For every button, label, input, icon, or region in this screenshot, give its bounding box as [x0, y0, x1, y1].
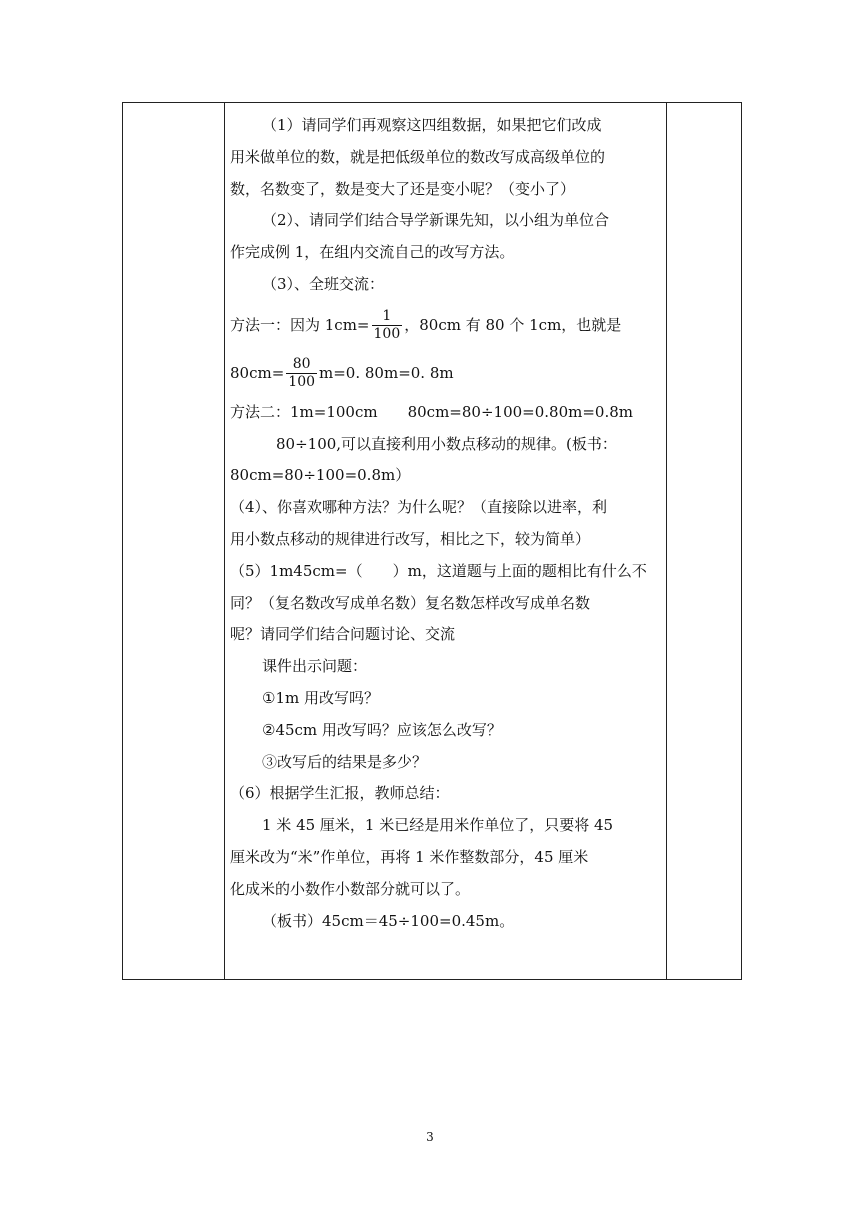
text-line: 方法二：1m=100cm 80cm=80÷100=0.80m=0.8m	[230, 402, 633, 421]
method-one-suffix: ，80cm 有 80 个 1cm，也就是	[404, 315, 622, 334]
column-divider-left	[224, 103, 225, 979]
lesson-content	[230, 110, 662, 937]
text-line: 1 米 45 厘米，1 米已经是用米作单位了，只要将 45	[262, 816, 614, 835]
text-line: （6）根据学生汇报，教师总结：	[230, 784, 450, 803]
method-one-line2-suffix: m=0. 80m=0. 8m	[319, 363, 454, 382]
method-one-line-2	[230, 349, 662, 397]
text-line: 80cm=80÷100=0.8m）	[230, 466, 411, 485]
text-line: （4）、你喜欢哪种方法？为什么呢？（直接除以进率，利	[230, 498, 608, 517]
text-line: （板书）45cm＝45÷100=0.45m。	[262, 911, 515, 930]
fraction-eighty-hundredths	[286, 357, 317, 390]
text-line: 厘米改为“米”作单位，再将 1 米作整数部分，45 厘米	[230, 847, 589, 866]
text-line: （1）请同学们再观察这四组数据，如果把它们改成	[262, 116, 602, 134]
column-divider-right	[666, 103, 667, 979]
method-one-prefix: 方法一：因为 1cm=	[230, 315, 370, 334]
text-line: 作完成例 1，在组内交流自己的改写方法。	[230, 243, 515, 262]
text-line: ②45cm 用改写吗？应该怎么改写？	[262, 720, 502, 739]
text-line: （5）1m45cm=（ ）m，这道题与上面的题相比有什么不	[230, 561, 647, 580]
method-one-line	[230, 301, 662, 349]
text-line: 80÷100,可以直接利用小数点移动的规律。(板书：	[276, 434, 617, 453]
method-one-line2-prefix: 80cm=	[230, 363, 285, 382]
text-line: 用小数点移动的规律进行改写，相比之下，较为简单）	[230, 529, 591, 548]
text-line: 同？（复名数改写成单名数）复名数怎样改写成单名数	[230, 593, 591, 612]
fraction-numerator: 1	[372, 309, 403, 326]
page-number: 3	[426, 1130, 434, 1144]
fraction-denominator: 100	[288, 374, 316, 391]
text-line: 数，名数变了，数是变大了还是变小呢？（变小了）	[230, 179, 576, 198]
text-line: ③改写后的结果是多少？	[262, 752, 428, 771]
fraction-numerator: 80	[286, 357, 317, 374]
text-line: 用米做单位的数，就是把低级单位的数改写成高级单位的	[230, 147, 606, 166]
fraction-one-hundredth	[372, 309, 403, 342]
text-line: 化成米的小数作小数部分就可以了。	[230, 879, 471, 898]
text-line: 呢？请同学们结合问题讨论、交流	[230, 625, 456, 644]
text-line: （2）、请同学们结合导学新课先知，以小组为单位合	[262, 211, 610, 230]
text-line: 课件出示问题：	[262, 657, 368, 676]
text-line: （3）、全班交流：	[262, 274, 385, 293]
text-line: ①1m 用改写吗？	[262, 688, 379, 707]
fraction-denominator: 100	[373, 326, 401, 343]
